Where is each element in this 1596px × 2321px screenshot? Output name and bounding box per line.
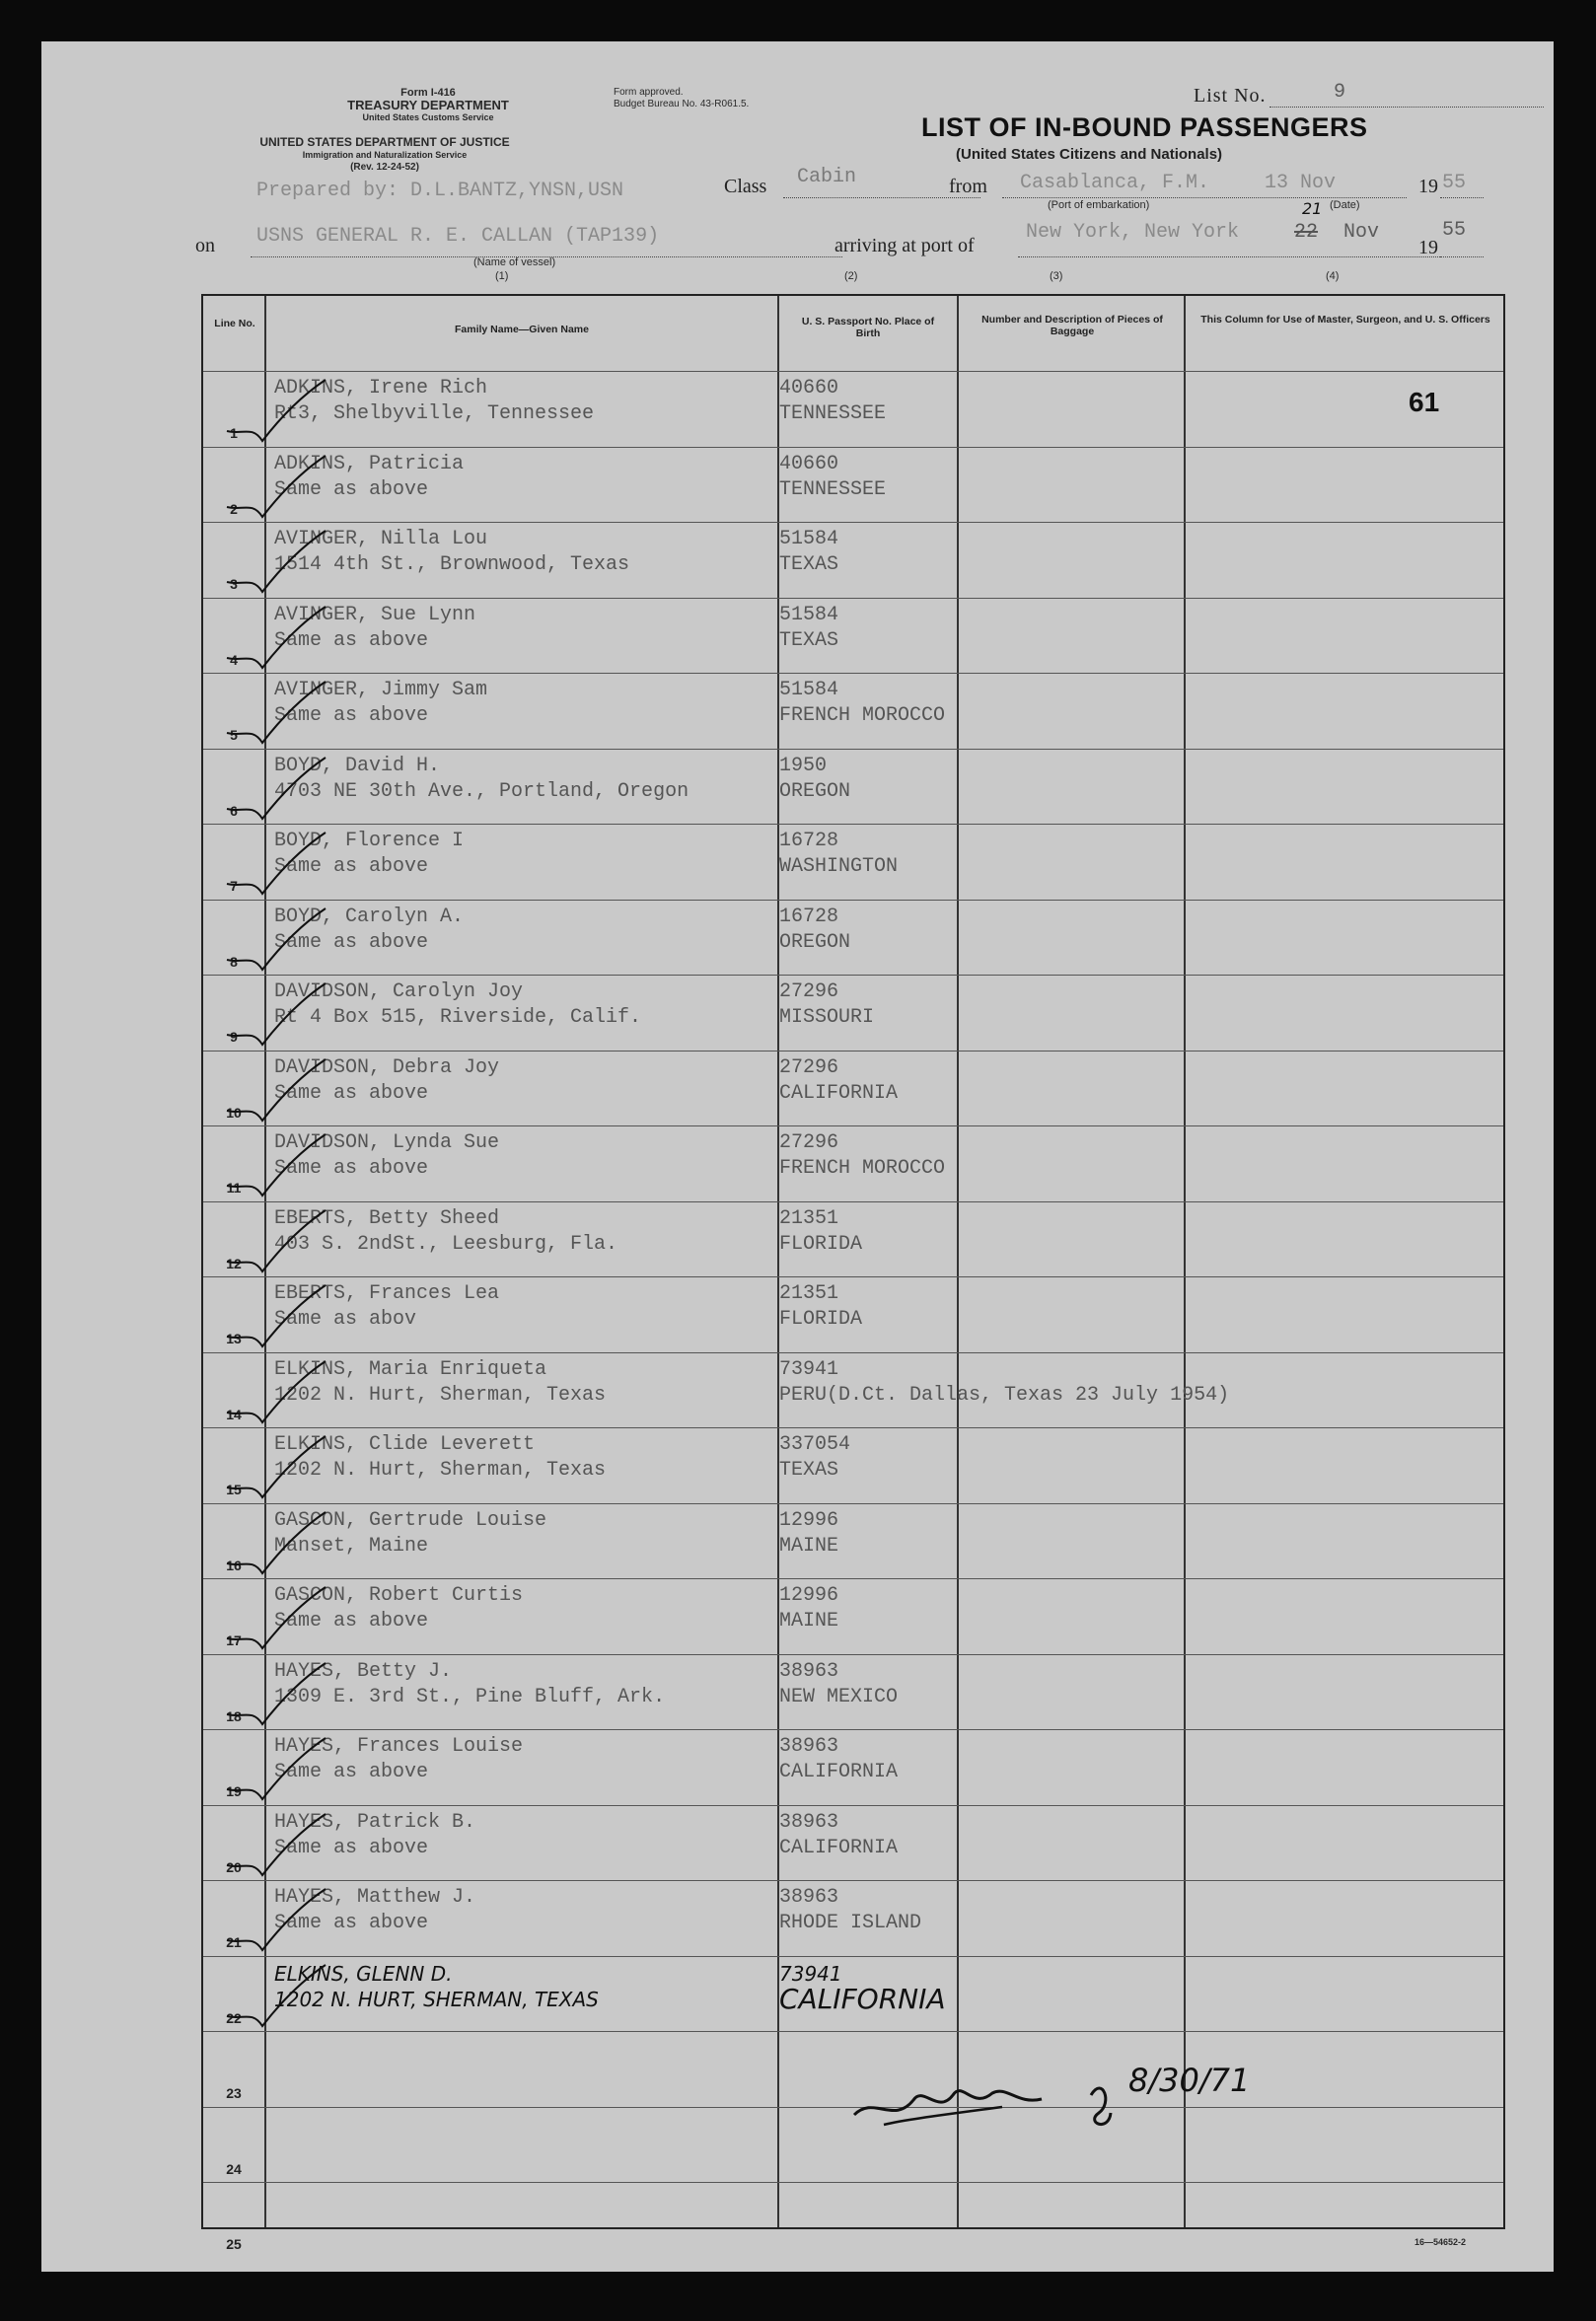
birth-place: FRENCH MOROCCO — [779, 1157, 946, 1180]
arrival-month: Nov — [1343, 221, 1380, 244]
arriving-label: arriving at port of — [834, 235, 975, 256]
passport-birthplace — [779, 1734, 898, 1785]
passenger-name: GASCON, Gertrude Louise — [274, 1508, 547, 1532]
prepared-by: Prepared by: D.L.BANTZ,YNSN,USN — [256, 180, 624, 202]
passenger-name: HAYES, Patrick B. — [274, 1810, 476, 1834]
table-row — [203, 447, 1503, 523]
row-line-number: 2 — [230, 500, 238, 517]
passport-number: 12996 — [779, 1584, 839, 1607]
table-row — [203, 1427, 1503, 1503]
check-mark-icon — [223, 1659, 331, 1728]
passport-birthplace — [779, 1281, 862, 1333]
row-line-number: 9 — [230, 1029, 238, 1045]
table-row — [203, 1805, 1503, 1881]
passenger-address: Same as abov — [274, 1308, 417, 1331]
row-line-number: 13 — [226, 1331, 242, 1346]
table-row — [203, 1729, 1503, 1805]
passenger-name: HAYES, Frances Louise — [274, 1735, 524, 1758]
table-row — [203, 1880, 1503, 1956]
passenger-name: AVINGER, Jimmy Sam — [274, 679, 488, 701]
check-mark-icon — [223, 603, 331, 672]
table-row — [203, 824, 1503, 900]
table-row — [203, 673, 1503, 749]
col-num-2: (2) — [844, 270, 858, 282]
table-row — [203, 371, 1503, 447]
col-num-3: (3) — [1050, 270, 1063, 282]
birth-place: TENNESSEE — [779, 477, 887, 501]
passenger-address: 1202 N. Hurt, Sherman, Texas — [274, 1459, 607, 1482]
header-passport: U. S. Passport No. Place of Birth — [801, 316, 935, 339]
table-row — [203, 1956, 1503, 2032]
passport-number: 27296 — [779, 1055, 839, 1079]
birth-place: MISSOURI — [779, 1006, 875, 1029]
passenger-address: Same as above — [274, 477, 429, 501]
arrival-year: 55 — [1442, 219, 1467, 242]
table-row — [203, 1578, 1503, 1654]
passport-birthplace — [779, 1055, 898, 1107]
vessel-caption: (Name of vessel) — [473, 256, 556, 268]
check-mark-icon — [223, 1281, 331, 1350]
row-line-number: 12 — [226, 1255, 242, 1271]
table-row — [203, 900, 1503, 976]
check-mark-icon — [223, 1206, 331, 1275]
passport-number: 51584 — [779, 603, 839, 626]
birth-place: CALIFORNIA — [779, 1761, 899, 1783]
passenger-name: ADKINS, Irene Rich — [274, 377, 488, 399]
passport-birthplace — [779, 829, 898, 880]
passenger-name: BOYD, David H. — [274, 754, 441, 777]
table-row — [203, 1125, 1503, 1201]
passport-birthplace — [779, 1810, 898, 1861]
passenger-name: DAVIDSON, Carolyn Joy — [274, 980, 524, 1003]
passport-number: 38963 — [779, 1659, 839, 1683]
check-mark-icon — [223, 1055, 331, 1124]
passenger-name: GASCON, Robert Curtis — [274, 1584, 524, 1607]
header-name: Family Name—Given Name — [455, 324, 589, 335]
row-line-number: 10 — [226, 1104, 242, 1121]
passenger-name: ADKINS, Patricia — [274, 452, 465, 475]
check-mark-icon — [223, 376, 331, 445]
arrival-year-prefix: 19 — [1418, 237, 1438, 258]
passenger-address: Same as above — [274, 1912, 429, 1934]
row-line-number: 4 — [230, 651, 238, 668]
justice-dept: UNITED STATES DEPARTMENT OF JUSTICE — [259, 135, 510, 149]
check-mark-icon — [223, 1130, 331, 1199]
row-line-number: 1 — [230, 425, 238, 441]
birth-place: RHODE ISLAND — [779, 1912, 922, 1934]
passenger-name: AVINGER, Nilla Lou — [274, 528, 488, 550]
passport-birthplace — [779, 979, 874, 1031]
passport-birthplace — [779, 603, 838, 654]
row-line-number: 19 — [226, 1783, 242, 1799]
passenger-address: Same as above — [274, 930, 429, 954]
passport-number: 1950 — [779, 754, 828, 777]
passenger-name: BOYD, Carolyn A. — [274, 905, 465, 928]
passport-number: 21351 — [779, 1206, 839, 1230]
check-mark-icon — [223, 1810, 331, 1879]
row-line-number: 8 — [230, 953, 238, 970]
passport-number: 12996 — [779, 1508, 839, 1532]
table-row — [203, 1276, 1503, 1352]
passenger-address: 1202 N. HURT, SHERMAN, TEXAS — [274, 1987, 599, 2011]
page-title: LIST OF IN-BOUND PASSENGERS — [921, 112, 1368, 142]
passenger-name: DAVIDSON, Debra Joy — [274, 1055, 500, 1079]
passenger-name: ELKINS, Clide Leverett — [274, 1433, 536, 1456]
passenger-name: HAYES, Matthew J. — [274, 1886, 476, 1909]
birth-place: TEXAS — [779, 553, 839, 576]
header-line-no: Line No. — [214, 318, 255, 329]
passenger-name: ELKINS, GLENN D. — [274, 1961, 453, 1986]
from-year-prefix: 19 — [1418, 176, 1438, 197]
table-row — [203, 749, 1503, 825]
birth-place: NEW MEXICO — [779, 1685, 899, 1708]
treasury-dept: TREASURY DEPARTMENT — [347, 98, 509, 112]
passenger-address: Same as above — [274, 628, 429, 652]
embarkation-port: Casablanca, F.M. — [1020, 172, 1210, 194]
passenger-address: Same as above — [274, 1610, 429, 1632]
passport-birthplace — [779, 376, 886, 427]
passenger-address: 4703 NE 30th Ave., Portland, Oregon — [274, 779, 689, 803]
passport-birthplace — [779, 754, 850, 805]
passport-number: 51584 — [779, 528, 839, 550]
birth-place: TEXAS — [779, 1459, 839, 1482]
passport-number: 337054 — [779, 1433, 851, 1456]
birth-place: FRENCH MOROCCO — [779, 704, 946, 727]
check-mark-icon — [223, 1734, 331, 1803]
arrival-date-handwritten: 21 — [1302, 199, 1323, 218]
row-line-number: 6 — [230, 802, 238, 819]
passenger-name: DAVIDSON, Lynda Sue — [274, 1131, 500, 1154]
passport-number: 38963 — [779, 1810, 839, 1834]
passenger-address: Rt 4 Box 515, Riverside, Calif. — [274, 1006, 642, 1029]
passenger-name-address — [274, 754, 689, 805]
check-mark-icon — [223, 452, 331, 521]
birth-place: TEXAS — [779, 628, 839, 652]
passport-birthplace — [779, 1206, 862, 1258]
table-row — [203, 1201, 1503, 1277]
footer-code: 16—54652-2 — [1415, 2237, 1467, 2247]
passenger-name: AVINGER, Sue Lynn — [274, 603, 476, 626]
row-line-number: 16 — [226, 1557, 242, 1573]
birth-place: PERU(D.Ct. Dallas, Texas 23 July 1954) — [779, 1383, 1230, 1407]
page-subtitle: (United States Citizens and Nationals) — [956, 146, 1223, 163]
manifest-sheet — [41, 41, 1554, 2272]
date-caption: (Date) — [1330, 199, 1360, 211]
check-mark-icon — [223, 979, 331, 1049]
row-line-number: 23 — [226, 2085, 242, 2101]
list-number: 9 — [1334, 81, 1346, 104]
birth-place: FLORIDA — [779, 1232, 863, 1256]
passport-birthplace — [779, 1432, 850, 1484]
passport-number: 73941 — [779, 1961, 842, 1986]
passport-number: 40660 — [779, 452, 839, 475]
revision: (Rev. 12-24-52) — [350, 162, 419, 173]
passenger-name: EBERTS, Frances Lea — [274, 1282, 500, 1305]
birth-place: MAINE — [779, 1610, 839, 1632]
form-approved: Form approved. — [614, 87, 684, 98]
passport-birthplace — [779, 452, 886, 503]
passenger-address: 1202 N. Hurt, Sherman, Texas — [274, 1383, 607, 1407]
birth-place: CALIFORNIA — [779, 1836, 899, 1859]
table-row — [203, 598, 1503, 674]
passport-number: 16728 — [779, 905, 839, 928]
table-row — [203, 522, 1503, 598]
header-officers: This Column for Use of Master, Surgeon, and U. S. Officers — [1200, 314, 1490, 326]
passport-number: 16728 — [779, 830, 839, 852]
row-line-number: 7 — [230, 878, 238, 894]
table-row — [203, 1051, 1503, 1126]
passport-birthplace — [779, 1357, 1229, 1409]
passenger-address: Same as above — [274, 704, 429, 727]
row-line-number: 21 — [226, 1934, 242, 1950]
passport-birthplace — [779, 1508, 838, 1559]
col-num-1: (1) — [495, 270, 509, 282]
birth-place: OREGON — [779, 930, 851, 954]
embarkation-date: 13 Nov — [1265, 172, 1337, 194]
passport-number: 73941 — [779, 1357, 839, 1381]
on-label: on — [195, 235, 215, 256]
passenger-address: 1309 E. 3rd St., Pine Bluff, Ark. — [274, 1685, 666, 1708]
table-row — [203, 1654, 1503, 1730]
arrival-date-struck: 22 — [1294, 221, 1319, 244]
passport-birthplace — [779, 527, 838, 578]
passenger-address: Manset, Maine — [274, 1534, 429, 1558]
from-label: from — [949, 176, 987, 197]
row-line-number: 11 — [226, 1180, 242, 1196]
birth-place: OREGON — [779, 779, 851, 803]
check-mark-icon — [223, 1508, 331, 1577]
arrival-port: New York, New York — [1026, 221, 1240, 244]
birth-place: CALIFORNIA — [779, 1081, 899, 1105]
check-mark-icon — [223, 905, 331, 974]
passport-birthplace — [779, 1130, 945, 1182]
table-row — [203, 2182, 1503, 2258]
row-line-number: 5 — [230, 727, 238, 743]
check-mark-icon — [223, 1357, 331, 1426]
passport-birthplace — [779, 1961, 946, 2015]
vessel-name: USNS GENERAL R. E. CALLAN (TAP139) — [256, 225, 660, 248]
ins-service: Immigration and Naturalization Service — [302, 150, 468, 160]
passenger-address: Same as above — [274, 1836, 429, 1859]
passport-number: 51584 — [779, 679, 839, 701]
passport-number: 21351 — [779, 1282, 839, 1305]
budget-bureau: Budget Bureau No. 43-R061.5. — [614, 99, 750, 109]
row-line-number: 20 — [226, 1858, 242, 1875]
class-label: Class — [724, 176, 767, 197]
passenger-name: HAYES, Betty J. — [274, 1659, 453, 1683]
class-value: Cabin — [797, 166, 857, 188]
passenger-address: Same as above — [274, 855, 429, 878]
birth-place: MAINE — [779, 1534, 839, 1558]
passport-number: 38963 — [779, 1735, 839, 1758]
check-mark-icon — [223, 1885, 331, 1954]
customs-service: United States Customs Service — [362, 112, 494, 122]
row-line-number: 25 — [226, 2236, 242, 2252]
birth-place: TENNESSEE — [779, 402, 887, 425]
check-mark-icon — [223, 527, 331, 596]
passenger-address: 403 S. 2ndSt., Leesburg, Fla. — [274, 1232, 618, 1256]
passport-number: 27296 — [779, 1131, 839, 1154]
check-mark-icon — [223, 678, 331, 747]
row-line-number: 18 — [226, 1707, 242, 1724]
check-mark-icon — [223, 754, 331, 823]
row-line-number: 15 — [226, 1482, 242, 1497]
passport-birthplace — [779, 678, 945, 729]
check-mark-icon — [223, 1961, 331, 2030]
passport-number: 27296 — [779, 980, 839, 1003]
passenger-name-address — [274, 1659, 665, 1710]
passport-birthplace — [779, 1583, 838, 1634]
passenger-address: Same as above — [274, 1081, 429, 1105]
row-line-number: 22 — [226, 2009, 242, 2026]
birth-place: WASHINGTON — [779, 855, 899, 878]
passenger-name: EBERTS, Betty Sheed — [274, 1206, 500, 1230]
passenger-name: ELKINS, Maria Enriqueta — [274, 1357, 547, 1381]
check-mark-icon — [223, 1583, 331, 1652]
passport-birthplace — [779, 1885, 921, 1936]
signature-date: 8/30/71 — [1128, 2062, 1251, 2099]
passport-number: 38963 — [779, 1886, 839, 1909]
form-number: Form I-416 — [400, 87, 456, 99]
passenger-address: Same as above — [274, 1157, 429, 1180]
header-baggage: Number and Description of Pieces of Baggage — [981, 314, 1163, 337]
passenger-address: Rt3, Shelbyville, Tennessee — [274, 402, 595, 425]
table-row — [203, 1352, 1503, 1428]
birth-place: FLORIDA — [779, 1308, 863, 1331]
check-mark-icon — [223, 829, 331, 898]
row-line-number: 14 — [226, 1406, 242, 1422]
row-line-number: 17 — [226, 1632, 242, 1648]
from-year: 55 — [1442, 172, 1467, 194]
col-num-4: (4) — [1326, 270, 1340, 282]
passenger-address: 1514 4th St., Brownwood, Texas — [274, 553, 630, 576]
passport-birthplace — [779, 905, 850, 956]
official-signature — [844, 2056, 1397, 2144]
port-caption: (Port of embarkation) — [1048, 199, 1150, 211]
row-line-number: 3 — [230, 576, 238, 592]
row-line-number: 24 — [226, 2160, 242, 2177]
officer-count: 61 — [1409, 387, 1440, 417]
passenger-address: Same as above — [274, 1761, 429, 1783]
birth-place: CALIFORNIA — [779, 1982, 946, 2015]
check-mark-icon — [223, 1432, 331, 1501]
passenger-name: BOYD, Florence I — [274, 830, 465, 852]
table-row — [203, 975, 1503, 1051]
passport-birthplace — [779, 1659, 898, 1710]
list-no-label: List No. — [1194, 85, 1267, 107]
passport-number: 40660 — [779, 377, 839, 399]
table-row — [203, 1503, 1503, 1579]
